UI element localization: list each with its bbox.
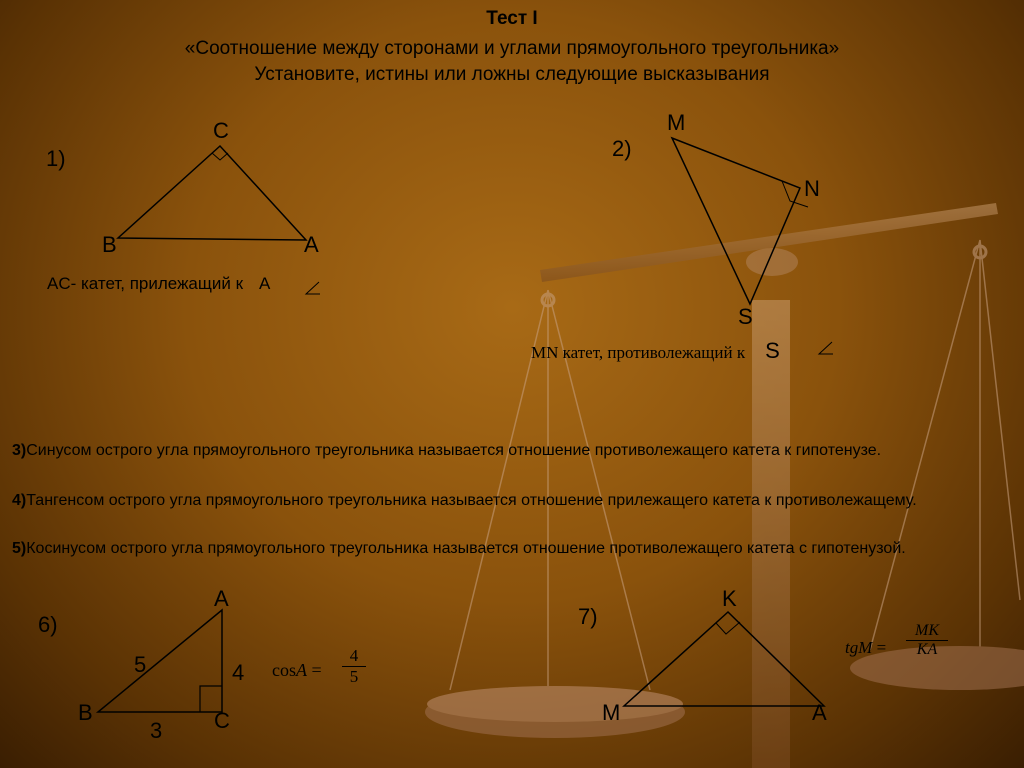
statement-5-number: 5) xyxy=(12,540,27,557)
statement-3-text: Синусом острого угла прямоугольного треугольника называется отношение противолежащего катета к гипотенузе. xyxy=(26,442,882,459)
formula-6 xyxy=(272,660,322,681)
triangle-6 xyxy=(98,610,222,712)
statement-1-angle: A xyxy=(259,274,271,293)
formula-7 xyxy=(845,638,886,658)
formula-7-fraction xyxy=(906,622,948,659)
item-number-2: 2) xyxy=(612,136,632,161)
formula-6-denominator: 5 xyxy=(342,666,366,687)
item-number-1: 1) xyxy=(46,146,66,171)
statement-1-text: AC- катет, прилежащий к xyxy=(47,274,244,293)
vertex-a: A xyxy=(812,700,827,725)
vertex-s: S xyxy=(738,304,753,329)
statement-4 xyxy=(12,490,1012,512)
statement-3 xyxy=(12,440,1012,462)
vertex-c: C xyxy=(213,118,229,143)
vertex-b: B xyxy=(102,232,117,257)
vertex-m: M xyxy=(667,110,686,135)
test-title: Тест I xyxy=(486,8,538,29)
statement-2 xyxy=(531,338,780,364)
angle-sign-icon xyxy=(306,282,320,294)
formula-7-numerator: MK xyxy=(915,622,939,639)
statement-1 xyxy=(47,274,270,294)
statement-5 xyxy=(12,538,1012,560)
triangle-1 xyxy=(118,146,306,240)
angle-sign-icon xyxy=(819,342,833,354)
statement-4-number: 4) xyxy=(12,492,27,509)
vertex-a: A xyxy=(304,232,319,257)
formula-6-var: A xyxy=(296,660,307,680)
statement-4-text: Тангенсом острого угла прямоугольного треугольника называется отношение прилежащего катета к противолежащему. xyxy=(26,492,917,509)
triangle-7 xyxy=(624,612,824,706)
statement-5-text: Косинусом острого угла прямоугольного треугольника называется отношение противолежащего катета с гипотенузой. xyxy=(26,540,906,557)
vertex-k: K xyxy=(722,586,737,611)
statement-2-text: MN катет, противолежащий к xyxy=(531,343,746,362)
vertex-a: A xyxy=(214,586,229,611)
item-number-6: 6) xyxy=(38,612,58,637)
formula-7-fn: tgM xyxy=(845,638,873,657)
test-subtitle: «Соотношение между сторонами и углами прямоугольного треугольника» xyxy=(184,38,840,59)
formula-6-fraction xyxy=(342,646,366,687)
statement-2-angle: S xyxy=(765,338,780,363)
side-length-ab: 5 xyxy=(134,652,147,677)
formula-7-eq: = xyxy=(876,638,887,657)
side-length-ac: 4 xyxy=(232,660,245,685)
test-instruction: Установите, истины или ложны следующие высказывания xyxy=(254,64,770,85)
scales-decoration xyxy=(425,203,1024,768)
vertex-c: C xyxy=(214,708,230,733)
formula-6-numerator: 4 xyxy=(349,646,359,665)
formula-6-fn: cos xyxy=(272,660,296,680)
vertex-b: B xyxy=(78,700,93,725)
formula-7-denominator: KA xyxy=(906,640,948,659)
item-number-7: 7) xyxy=(578,604,598,629)
vertex-n: N xyxy=(804,176,820,201)
vertex-m: M xyxy=(602,700,621,725)
formula-6-eq: = xyxy=(311,660,322,680)
statement-3-number: 3) xyxy=(12,442,27,459)
side-length-bc: 3 xyxy=(150,718,163,743)
triangle-2 xyxy=(672,138,808,304)
